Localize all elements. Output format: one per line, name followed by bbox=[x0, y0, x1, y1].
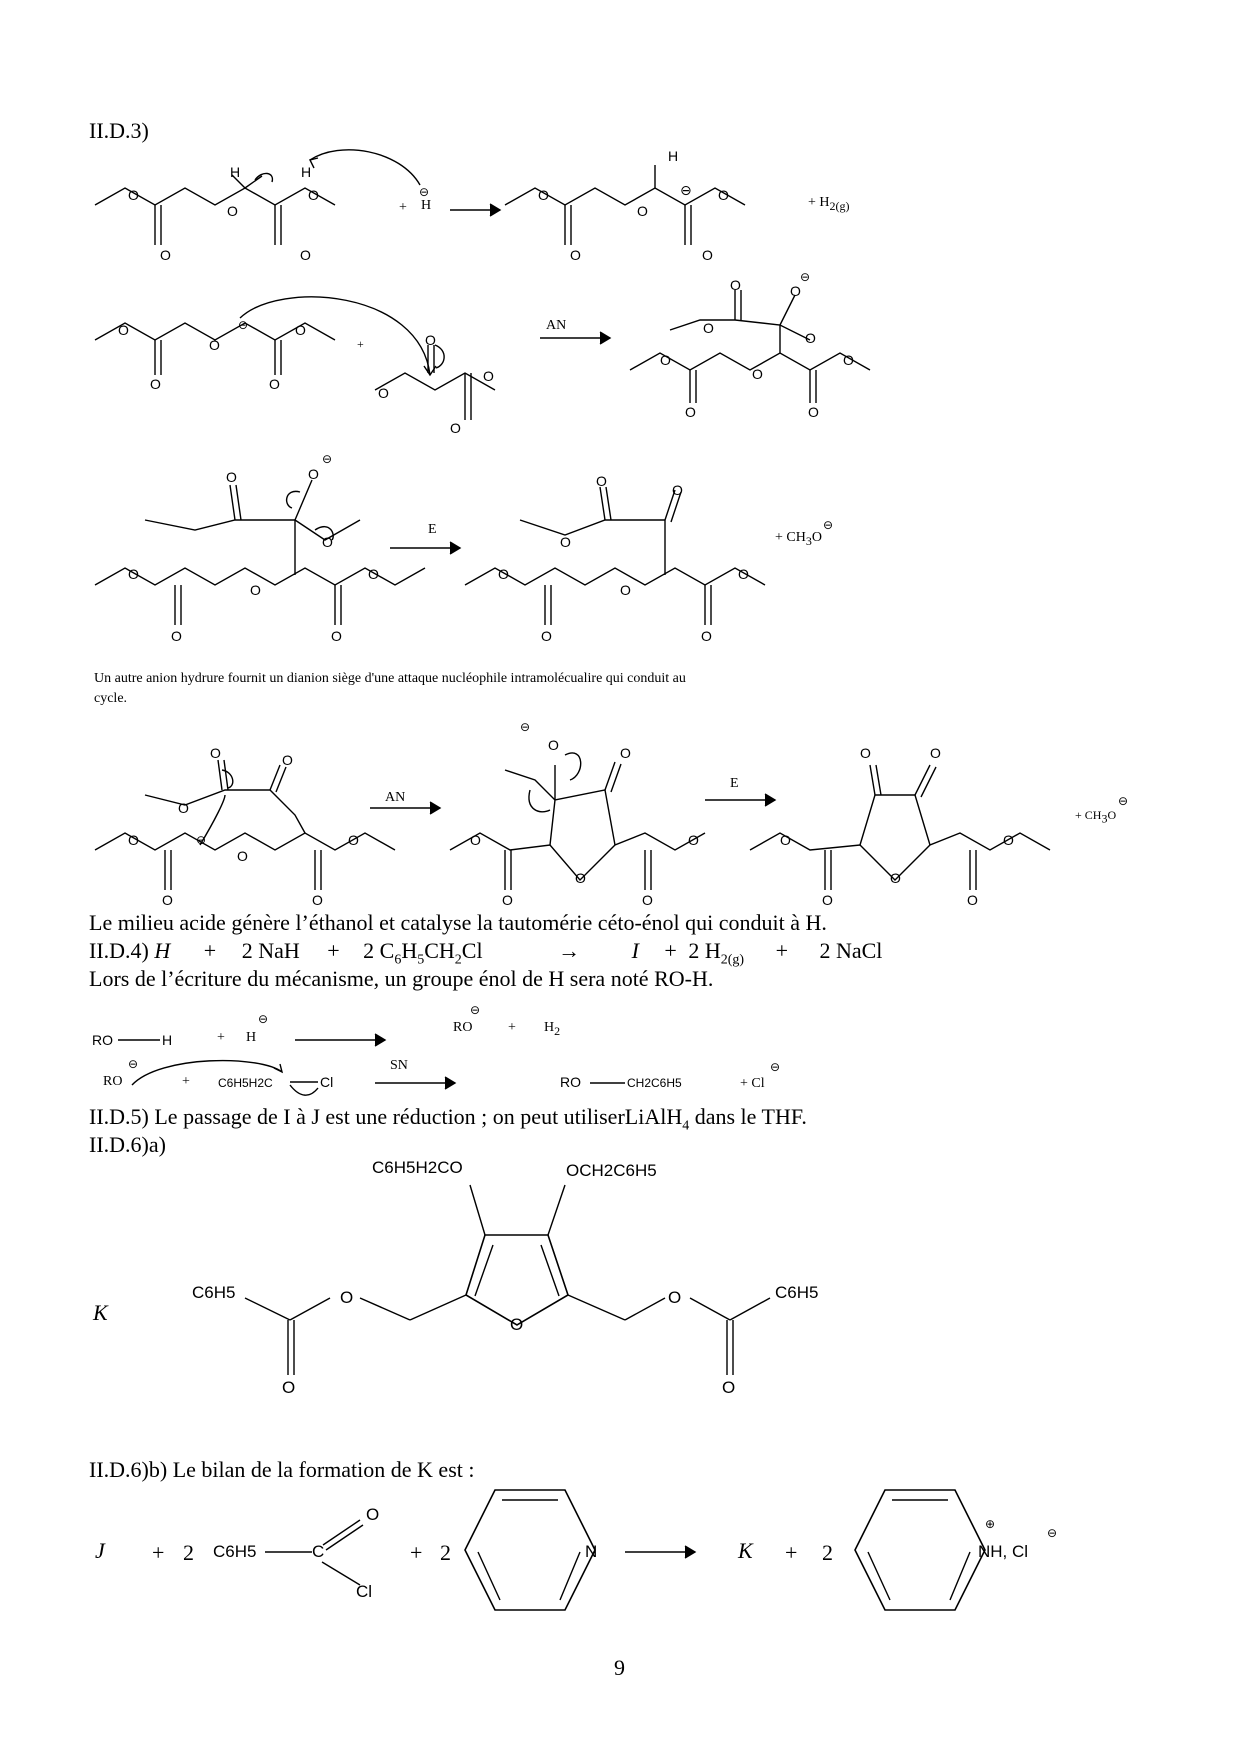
sn-chloride: + Cl bbox=[740, 1076, 765, 1091]
k-label: K bbox=[93, 1300, 108, 1325]
k-ring-oxygen: O bbox=[510, 1315, 524, 1334]
d4-equation: II.D.4) H + 2 NaH + 2 $C_6H_5CH_2Cl \to I + 2$ $H_{2(g)} + 2$ NaCl bbox=[89, 938, 883, 968]
r2-an-label: AN bbox=[546, 318, 567, 333]
r4-e-label: E bbox=[730, 776, 739, 791]
anion-note-line-1: Un autre anion hydrure fournit un dianion siège d'une attaque nucléophile intramolécualire qui conduit au bbox=[94, 671, 686, 686]
k-substituent-right: OCH2C6H5 bbox=[566, 1161, 657, 1180]
bilan-pyridinium-chloride: NH, Cl bbox=[978, 1542, 1029, 1561]
d6a-label: II.D.6)a) bbox=[89, 1132, 166, 1157]
ro-h-right: H bbox=[162, 1032, 173, 1048]
ro-product: RO bbox=[453, 1020, 473, 1035]
ro-h-left: RO bbox=[92, 1032, 113, 1048]
bilan-pyridine-n: N bbox=[585, 1542, 598, 1561]
r3-e-label: E bbox=[428, 522, 437, 537]
r3-methoxide: + $CH_3O$ bbox=[775, 530, 822, 548]
r4-an-label: AN bbox=[385, 790, 406, 805]
k-phenyl-right: C6H5 bbox=[775, 1283, 819, 1302]
ro-h2: $H_2$ bbox=[544, 1020, 561, 1038]
r1-h2: + $H_{2(g)}$ bbox=[808, 195, 850, 213]
k-substituent-left: C6H5H2CO bbox=[372, 1158, 463, 1177]
sn-product-tail: CH2C6H5 bbox=[627, 1076, 682, 1090]
bilan-K: K bbox=[738, 1538, 753, 1563]
d4-note: Lors de l’écriture du mécanisme, un groupe énol de H sera noté RO-H. bbox=[89, 966, 714, 991]
anion-note-line-2: cycle. bbox=[94, 691, 128, 706]
ro-hydride: H bbox=[246, 1030, 257, 1045]
d6b-text: II.D.6)b) Le bilan de la formation de K est : bbox=[89, 1457, 475, 1482]
bilan-J: J bbox=[95, 1538, 105, 1563]
r1-hydride: H bbox=[421, 198, 432, 213]
sn-benzyl: C6H5H2C bbox=[218, 1076, 273, 1090]
d5-text: II.D.5) Le passage de I à J est une réduction ; on peut utiliserLiAlH$_4$ dans le THF. bbox=[89, 1104, 807, 1134]
r4-methoxide: + $CH_3O$ bbox=[1075, 808, 1117, 826]
section-d3-title: II.D.3) bbox=[89, 118, 149, 143]
r1-plus: + bbox=[399, 200, 407, 215]
page-number: 9 bbox=[614, 1655, 625, 1680]
sn-ro: RO bbox=[103, 1074, 123, 1089]
r2-plus: + bbox=[357, 337, 364, 351]
k-phenyl-left: C6H5 bbox=[192, 1283, 236, 1302]
document-page: II.D.3) O O O O O H H + H ⊖ O O O O O H ⊖ + $H_{2(g)}$ O O O O O ⊖ + O O O O AN O O ⊖ O O O O O O O O O ⊖ O O O O O O E O O O O O O O O + $CH_3O$ ⊖ Un autre anion hydrure fournit un dianion siège d'une attaque nucléophile intramolécualire qui conduit au cycle. O O O O ⊖ O O O O AN ⊖ O O O O O O O E O O O O O O O + $CH_3O$ ⊖ Le milieu acide génère l’éthanol et catalyse la tautomérie céto-énol qui conduit à H. II.D.4) H + 2 NaH + 2 $C_6H_5CH_2Cl \to I + 2$ $H_{2(g)} + 2$ NaCl Lors de l’écriture du mécanisme, un groupe énol de H sera noté RO-H. RO H + H ⊖ RO ⊖ + $H_2$ SN RO ⊖ + C6H5H2C Cl RO CH2C6H5 + Cl ⊖ II.D.5) Le passage de I à J est une réduction ; on peut utiliserLiAlH$_4$ dans le THF. II.D.6)a) C6H5H2CO OCH2C6H5 K C6H5 C6H5 O O O O O II.D.6)b) Le bilan de la formation de K est : J + 2 C6H5 C O Cl + 2 N K + 2 ⊕ NH, Cl ⊖ 9 bbox=[0, 0, 1240, 1754]
sn-label: SN bbox=[390, 1058, 408, 1073]
sn-cl: Cl bbox=[320, 1074, 334, 1090]
sn-product: RO bbox=[560, 1074, 581, 1090]
acid-note: Le milieu acide génère l’éthanol et catalyse la tautomérie céto-énol qui conduit à H. bbox=[89, 910, 827, 935]
bilan-phenyl: C6H5 bbox=[213, 1542, 257, 1561]
